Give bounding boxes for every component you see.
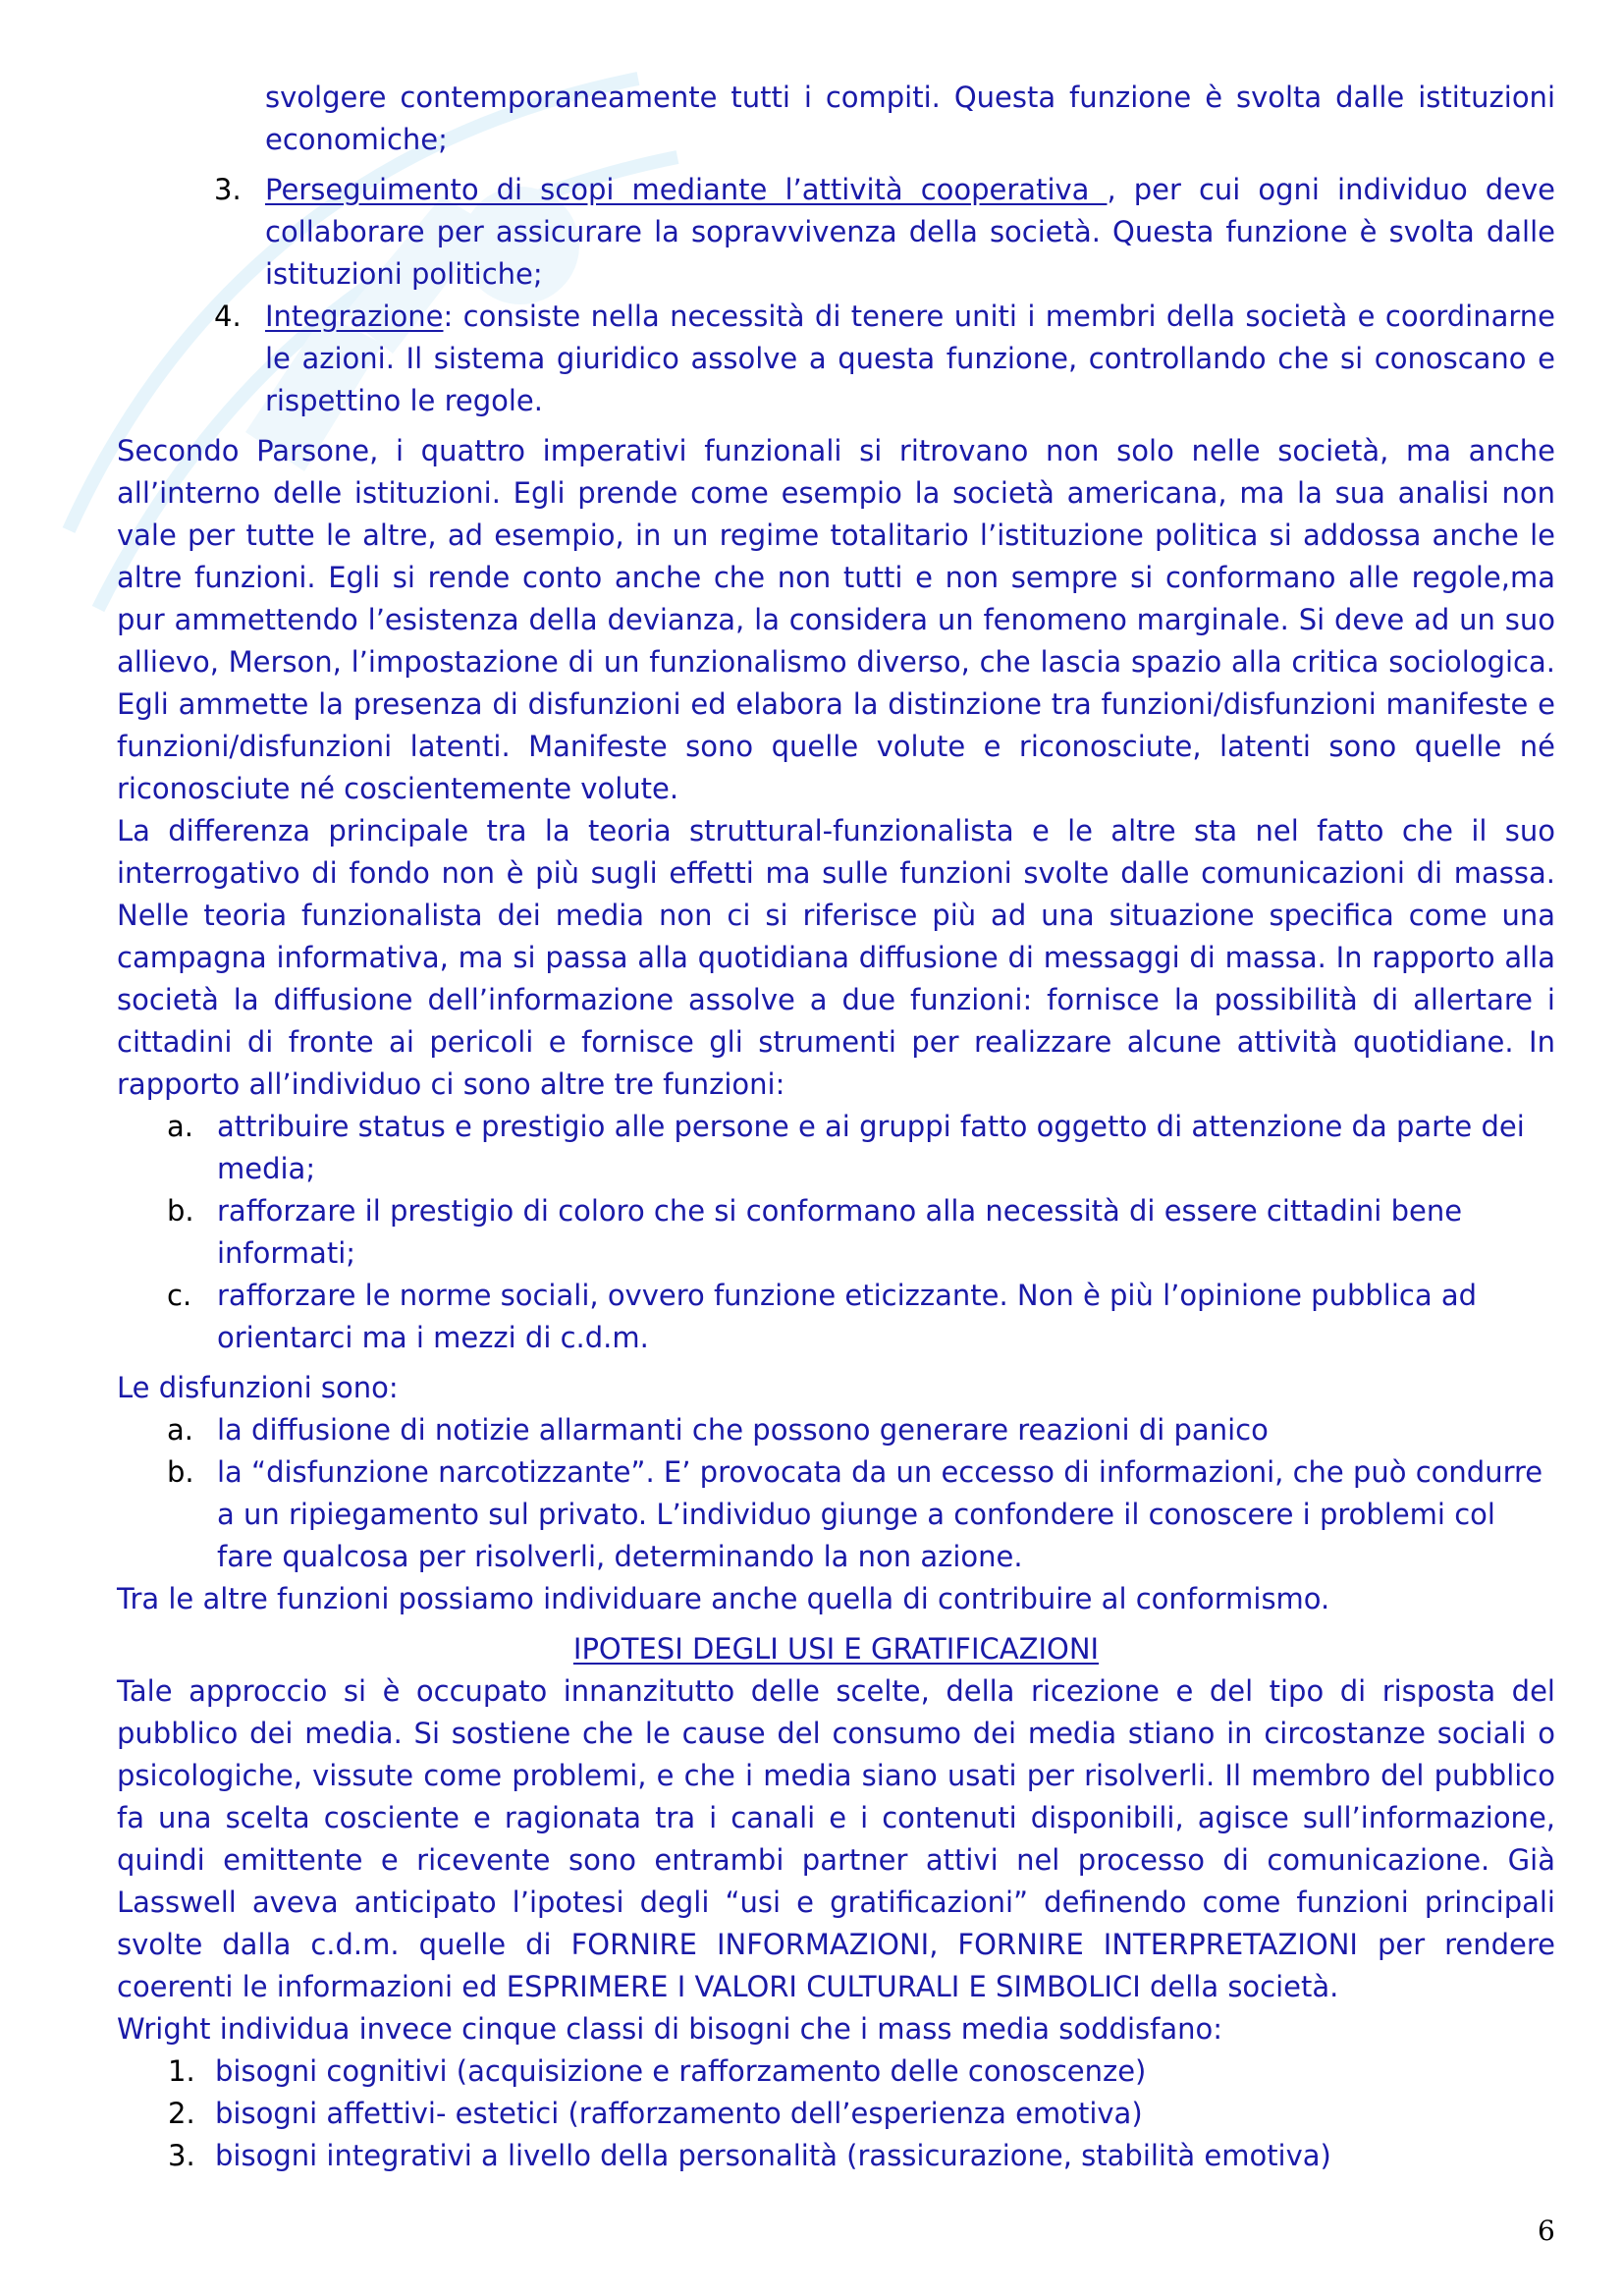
list-item xyxy=(117,1409,1555,1451)
list-item xyxy=(117,1275,1555,1359)
paragraph-wright: Wright individua invece cinque classi di bisogni che i mass media soddisfano: xyxy=(117,2012,1223,2046)
list-item xyxy=(117,1106,1555,1190)
imperative-term: Perseguimento di scopi mediante l’attività cooperativa xyxy=(265,173,1108,206)
list-item-text: la diffusione di notizie allarmanti che possono generare reazioni di panico xyxy=(217,1413,1269,1447)
disfunzioni-intro: Le disfunzioni sono: xyxy=(117,1371,399,1404)
list-item-text: bisogni affettivi- estetici (rafforzamento dell’esperienza emotiva) xyxy=(215,2097,1143,2130)
list-item-text: la “disfunzione narcotizzante”. E’ provocata da un eccesso di informazioni, che può condurre a un ripiegamento sul privato. L’individuo giunge a confondere il conoscere i problemi col fare qualcosa per risolverli, determinando la non azione. xyxy=(217,1455,1543,1573)
individual-functions-list xyxy=(117,1106,1555,1359)
list-item xyxy=(117,169,1555,296)
list-marker: 2. xyxy=(168,2097,195,2130)
list-item-text: attribuire status e prestigio alle persone e ai gruppi fatto oggetto di attenzione da parte dei media; xyxy=(217,1110,1525,1185)
list-item xyxy=(117,2093,1555,2135)
imperative-text: : consiste nella necessità di tenere uniti i membri della società e coordinarne le azioni. Il sistema giuridico assolve a questa funzione, controllando che si conoscano e rispettino le regole. xyxy=(265,300,1555,417)
list-item xyxy=(117,2135,1555,2177)
list-marker: b. xyxy=(167,1194,194,1228)
list-item-text: bisogni cognitivi (acquisizione e rafforzamento delle conoscenze) xyxy=(215,2054,1147,2088)
document-body xyxy=(117,77,1555,2177)
list-item-text: rafforzare le norme sociali, ovvero funzione eticizzante. Non è più l’opinione pubblica ad orientarci ma i mezzi di c.d.m. xyxy=(217,1279,1478,1354)
list-marker: c. xyxy=(167,1279,192,1312)
functional-imperatives-list xyxy=(117,169,1555,422)
list-marker: 1. xyxy=(168,2054,195,2088)
list-marker: a. xyxy=(167,1110,193,1143)
list-marker: 3. xyxy=(168,2139,195,2172)
section-heading-text: IPOTESI DEGLI USI E GRATIFICAZIONI xyxy=(572,1632,1100,1666)
imperative-term: Integrazione xyxy=(265,300,444,333)
continued-text: svolgere contemporaneamente tutti i compiti. Questa funzione è svolta dalle istituzioni economiche; xyxy=(265,81,1555,156)
list-item xyxy=(117,1451,1555,1578)
list-marker: b. xyxy=(167,1455,194,1489)
list-item xyxy=(117,296,1555,422)
imperative-text: , per cui ogni individuo deve collaborare per assicurare la sopravvivenza della società. Questa funzione è svolta dalle istituzioni politiche; xyxy=(265,173,1555,291)
dysfunctions-list xyxy=(117,1409,1555,1578)
paragraph-differenza: La differenza principale tra la teoria struttural-funzionalista e le altre sta nel fatto che il suo interrogativo di fondo non è più sugli effetti ma sulle funzioni svolte dalle comunicazioni di massa. Nelle teoria funzionalista dei media non ci si riferisce più ad una situazione specifica come una campagna informativa, ma si passa alla quotidiana diffusione di messaggi di massa. In rapporto alla società la diffusione dell’informazione assolve a due funzioni: fornisce la possibilità di allertare i cittadini di fronte ai pericoli e fornisce gli strumenti per realizzare alcune attività quotidiane. In rapporto all’individuo ci sono altre tre funzioni: xyxy=(117,814,1555,1101)
list-item xyxy=(117,2050,1555,2093)
needs-list xyxy=(117,2050,1555,2177)
list-item-text: bisogni integrativi a livello della personalità (rassicurazione, stabilità emotiva) xyxy=(215,2139,1331,2172)
paragraph-approccio: Tale approccio si è occupato innanzitutto delle scelte, della ricezione e del tipo di risposta del pubblico dei media. Si sostiene che le cause del consumo dei media stiano in circostanze sociali o psicologiche, vissute come problemi, e che i media siano usati per risolverli. Il membro del pubblico fa una scelta cosciente e ragionata tra i canali e i contenuti disponibili, agisce sull’informazione, quindi emittente e ricevente sono entrambi partner attivi nel processo di comunicazione. Già Lasswell aveva anticipato l’ipotesi degli “usi e gratificazioni” definendo come funzioni principali svolte dalla c.d.m. quelle di FORNIRE INFORMAZIONI, FORNIRE INTERPRETAZIONI per rendere coerenti le informazioni ed ESPRIMERE I VALORI CULTURALI E SIMBOLICI della società. xyxy=(117,1674,1555,2003)
list-item-text: rafforzare il prestigio di coloro che si conformano alla necessità di essere cittadini bene informati; xyxy=(217,1194,1463,1270)
list-marker: 4. xyxy=(214,300,242,333)
list-marker: a. xyxy=(167,1413,193,1447)
page-number: 6 xyxy=(1538,2214,1555,2247)
section-heading xyxy=(117,1628,1555,1670)
list-item xyxy=(117,1190,1555,1275)
continued-list-item xyxy=(117,77,1555,161)
paragraph-parsone: Secondo Parsone, i quattro imperativi funzionali si ritrovano non solo nelle società, ma anche all’interno delle istituzioni. Egli prende come esempio la società americana, ma la sua analisi non vale per tutte le altre, ad esempio, in un regime totalitario l’istituzione politica si addossa anche le altre funzioni. Egli si rende conto anche che non tutti e non sempre si conformano alle regole,ma pur ammettendo l’esistenza della devianza, la considera un fenomeno marginale. Si deve ad un suo allievo, Merson, l’impostazione di un funzionalismo diverso, che lascia spazio alla critica sociologica. Egli ammette la presenza di disfunzioni ed elabora la distinzione tra funzioni/disfunzioni manifeste e funzioni/disfunzioni latenti. Manifeste sono quelle volute e riconosciute, latenti sono quelle né riconosciute né coscientemente volute. xyxy=(117,434,1555,805)
paragraph-conformismo: Tra le altre funzioni possiamo individuare anche quella di contribuire al conformismo. xyxy=(117,1582,1330,1615)
list-marker: 3. xyxy=(214,173,242,206)
